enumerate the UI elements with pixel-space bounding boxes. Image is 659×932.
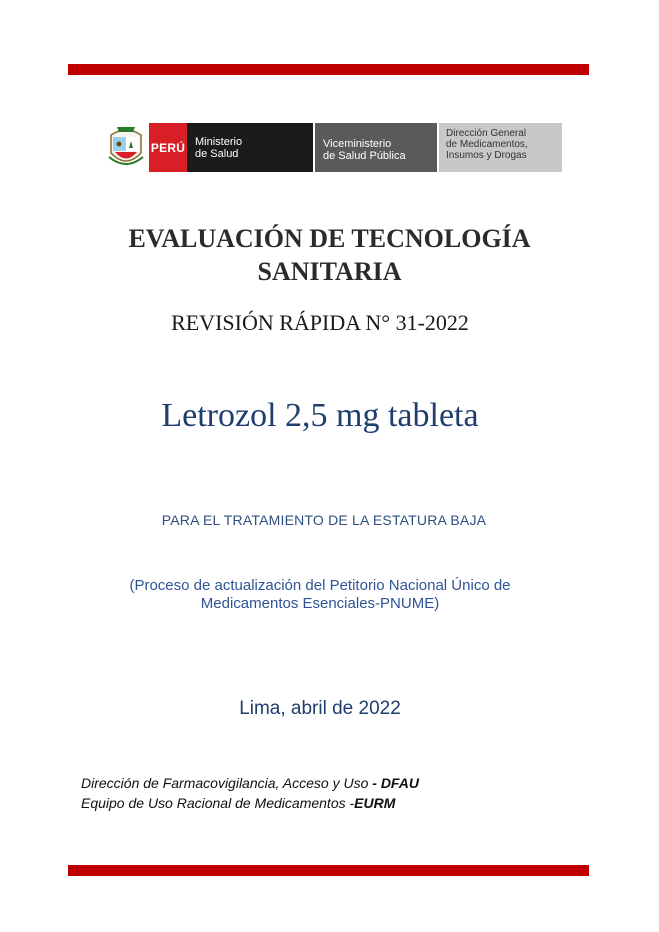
drug-name: Letrozol 2,5 mg tableta [161, 397, 479, 434]
ministry-label-text: Ministerio de Salud [195, 136, 243, 160]
top-red-bar [68, 64, 589, 75]
document-subtitle: REVISIÓN RÁPIDA N° 31-2022 [171, 310, 469, 335]
bottom-red-bar [68, 865, 589, 876]
author-line-1-acronym: - DFAU [372, 775, 419, 791]
ministry-label [187, 123, 313, 172]
author-line-2-acronym: EURM [354, 795, 396, 811]
directorate-label [439, 123, 562, 172]
author-line-1 [81, 773, 419, 793]
national-seal-icon [107, 123, 145, 172]
process-note: (Proceso de actualización del Petitorio Nacional Único de Medicamentos Esenciales-PNUME) [129, 577, 511, 612]
ministry-header-logo [107, 123, 562, 172]
authors-block [81, 773, 419, 813]
document-title: EVALUACIÓN DE TECNOLOGÍA SANITARIA [128, 224, 531, 286]
author-line-2-text: Equipo de Uso Racional de Medicamentos - [81, 795, 355, 811]
peru-label: PERÚ [149, 123, 187, 172]
viceministry-label-text: Viceministerio de Salud Pública [323, 138, 406, 162]
viceministry-label [315, 123, 437, 172]
directorate-label-text: Dirección General de Medicamentos, Insumos y Drogas [446, 128, 528, 161]
author-line-2 [81, 793, 419, 813]
city-date: Lima, abril de 2022 [239, 698, 401, 719]
treatment-purpose: PARA EL TRATAMIENTO DE LA ESTATURA BAJA [161, 512, 487, 528]
author-line-1-text: Dirección de Farmacovigilancia, Acceso y Uso [81, 775, 373, 791]
